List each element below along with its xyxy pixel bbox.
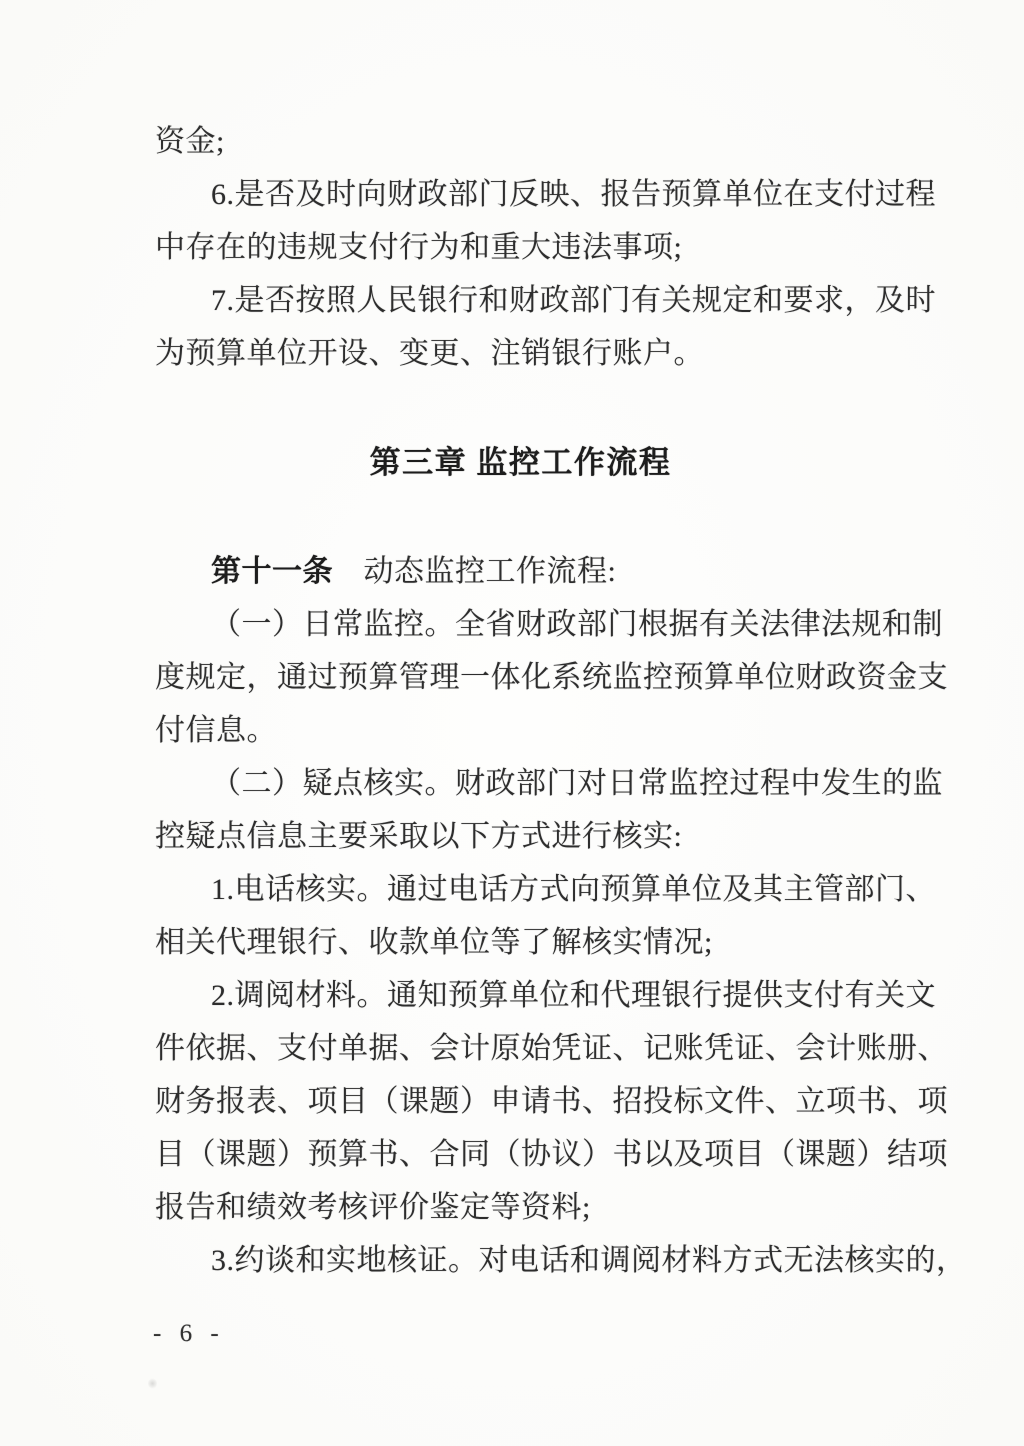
text-run: 目（课题）预算书、合同（协议）书以及项目（课题）结项 — [155, 1138, 948, 1171]
text-run: 7.是否按照人民银行和财政部门有关规定和要求，及时 — [211, 284, 936, 317]
document-body — [155, 115, 967, 1287]
text-run: 财务报表、项目（课题）申请书、招投标文件、立项书、项 — [155, 1085, 948, 1118]
page-number: - 6 - — [153, 1320, 225, 1347]
text-line — [155, 757, 943, 810]
text-run: 相关代理银行、收款单位等了解核实情况; — [155, 926, 713, 959]
text-line — [155, 274, 936, 327]
text-run: 中存在的违规支付行为和重大违法事项; — [155, 231, 683, 264]
text-run: 付信息。 — [155, 714, 277, 747]
text-line — [155, 327, 900, 380]
scan-smudge-mark — [148, 1378, 157, 1389]
body-text-block-main — [155, 545, 967, 1287]
text-line — [155, 863, 936, 916]
text-line — [155, 1075, 948, 1128]
text-run: 2.调阅材料。通知预算单位和代理银行提供支付有关文 — [211, 979, 936, 1012]
text-run: 动态监控工作流程: — [333, 555, 617, 588]
text-run: 3.约谈和实地核证。对电话和调阅材料方式无法核实的， — [211, 1244, 967, 1277]
text-run: 度规定，通过预算管理一体化系统监控预算单位财政资金支 — [155, 661, 948, 694]
text-line — [155, 221, 900, 274]
text-line — [155, 545, 900, 598]
text-run: 资金; — [155, 125, 225, 158]
text-run: （一）日常监控。全省财政部门根据有关法律法规和制 — [211, 608, 943, 641]
text-line — [155, 1022, 948, 1075]
text-line — [155, 1234, 967, 1287]
text-line — [155, 1128, 948, 1181]
text-line — [155, 598, 943, 651]
text-run: 为预算单位开设、变更、注销银行账户。 — [155, 337, 704, 370]
text-line — [155, 969, 936, 1022]
text-run: 控疑点信息主要采取以下方式进行核实: — [155, 820, 683, 853]
text-run: 1.电话核实。通过电话方式向预算单位及其主管部门、 — [211, 873, 936, 906]
text-line — [155, 1181, 900, 1234]
body-text-block-top — [155, 115, 936, 380]
text-line — [155, 916, 900, 969]
text-run: 报告和绩效考核评价鉴定等资料; — [155, 1191, 591, 1224]
text-line — [155, 651, 948, 704]
text-line — [155, 168, 936, 221]
bold-term: 第十一条 — [211, 555, 333, 588]
text-run: （二）疑点核实。财政部门对日常监控过程中发生的监 — [211, 767, 943, 800]
text-run: 6.是否及时向财政部门反映、报告预算单位在支付过程 — [211, 178, 936, 211]
text-run: 件依据、支付单据、会计原始凭证、记账凭证、会计账册、 — [155, 1032, 948, 1065]
chapter-heading: 第三章 监控工作流程 — [369, 445, 672, 480]
text-line — [155, 810, 900, 863]
text-line — [155, 115, 900, 168]
text-line — [155, 704, 900, 757]
